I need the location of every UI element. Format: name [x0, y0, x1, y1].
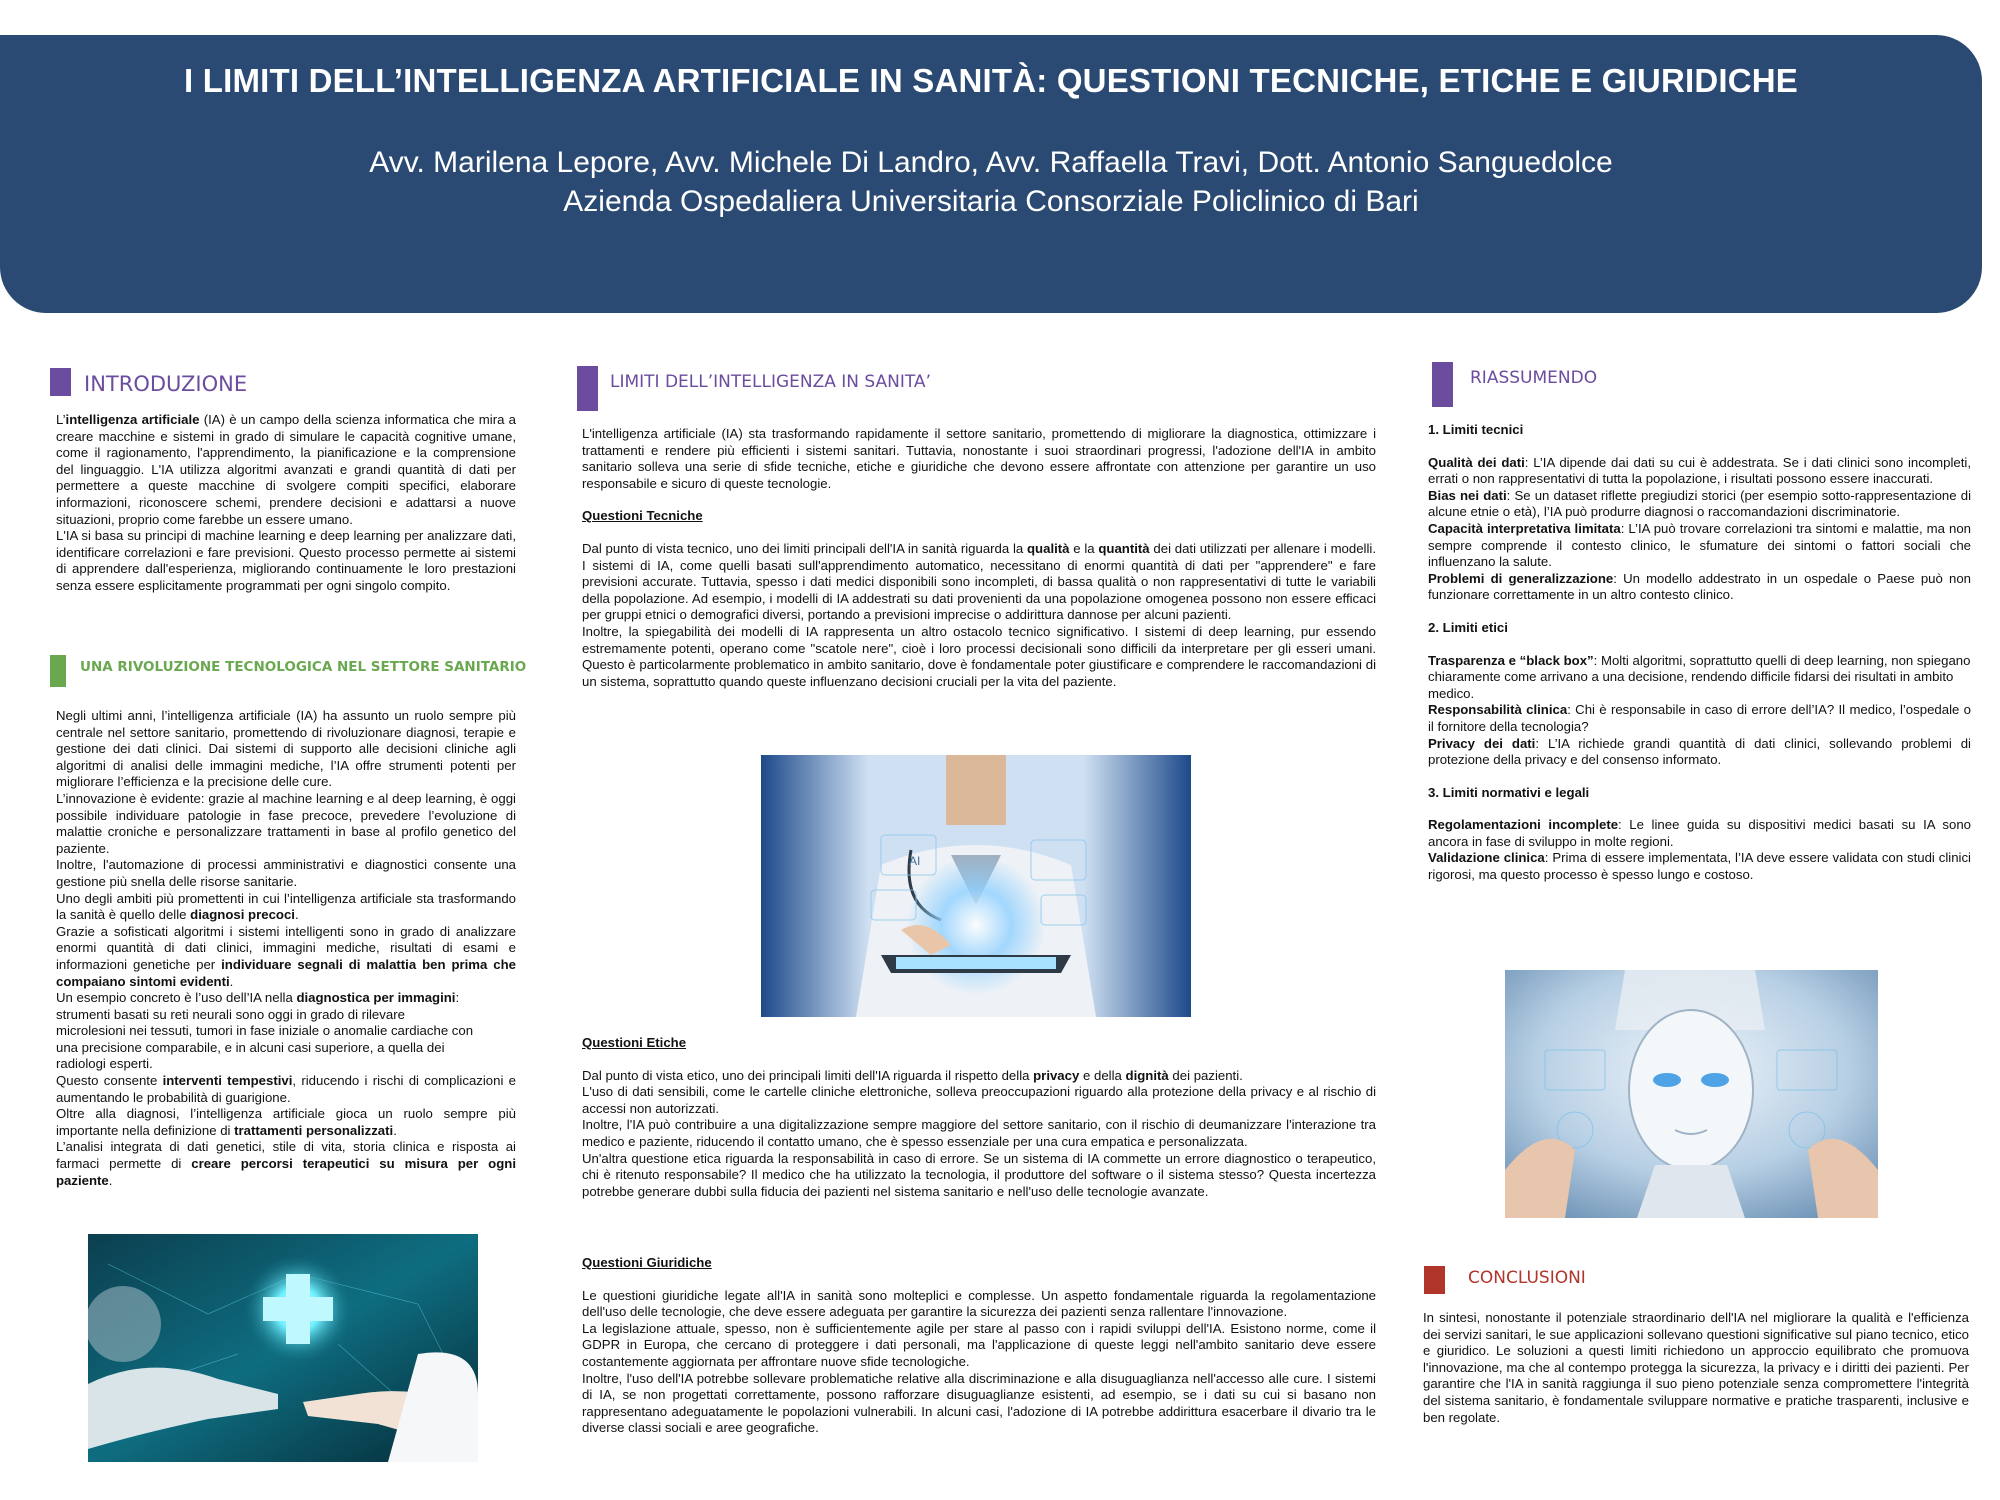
trasparenza-item: Trasparenza e “black box”: Molti algoritmi, soprattutto quelli di deep learning, non spiegano chiaramente come arrivano a una decisione, rendendo difficile fidarsi dei risultati in ambito medico. [1428, 652, 1971, 701]
intro-paragraph-2: L'IA si basa su principi di machine learning e deep learning per analizzare dati, identificare correlazioni e fare previsioni. Questo processo permette ai sistemi di apprendere dall'esperienza, migliorando continuamente le loro prestazioni senza essere esplicitamente programmati per ogni singolo compito. [56, 528, 516, 593]
ai-robot-face-doctor-hands-photo [1505, 970, 1878, 1218]
tecniche-paragraph-1: Dal punto di vista tecnico, uno dei limiti principali dell'IA in sanità riguarda la qualità e la quantità dei dati utilizzati per allenare i modelli. I sistemi di IA, come quelli basati sull'apprendimento automatico, necessitano di enormi quantità di dati per "apprendere" e fare previsioni accurate. Tuttavia, spesso i dati medici disponibili sono incompleti, di bassa qualità o non rappresentativi di tutte le variabili della popolazione. Ad esempio, i modelli di IA addestrati su dati provenienti da una popolazione omogenea possono non essere efficaci per gruppi etnici o demografici diversi, portando a previsioni imprecise o addirittura dannose per alcuni pazienti. [582, 540, 1377, 623]
etiche-text [582, 1035, 1376, 1200]
author-block [0, 143, 1982, 221]
limiti-text [582, 426, 1376, 690]
riassumendo-text [1428, 422, 1971, 884]
etiche-paragraph-4: Un'altra questione etica riguarda la responsabilità in caso di errore. Se un sistema di IA commette un errore diagnostico o terapeutico, chi è ritenuto responsabile? Il medico che ha utilizzato la tecnologia, il produttore del software o il sistema stesso? Questa incertezza potrebbe generare dubbi sulla fiducia dei pazienti nel sistema sanitario e nell'uso delle tecnologie avanzate. [582, 1150, 1376, 1199]
conclusioni-heading: CONCLUSIONI [1468, 1268, 1586, 1288]
conclusioni-paragraph: In sintesi, nonostante il potenziale straordinario dell'IA nel migliorare la qualità e l'efficienza dei servizi sanitari, le sue applicazioni sollevano questioni significative sul piano tecnico, etico e giuridico. Le soluzioni a questi limiti richiedono un approccio equilibrato che promuova l'innovazione, ma che al contempo protegga la sicurezza, la privacy e i diritti dei pazienti. Per garantire che l'IA in sanità raggiunga il suo pieno potenziale senza compromettere l'integrità del sistema sanitario, è fondamentale sviluppare normative e pratiche trasparenti, inclusive e ben regolate. [1423, 1310, 1969, 1425]
intro-heading: INTRODUZIONE [84, 372, 248, 396]
etiche-paragraph-1: Dal punto di vista etico, uno dei principali limiti dell'IA riguarda il rispetto della privacy e della dignità dei pazienti. [582, 1067, 1243, 1083]
intro-heading-bar [50, 368, 71, 396]
limiti-heading-bar [577, 366, 598, 411]
questioni-etiche-title: Questioni Etiche [582, 1035, 687, 1050]
etiche-paragraph-3: Inoltre, l'IA può contribuire a una digitalizzazione sempre maggiore del settore sanitario, con il rischio di deumanizzare l'interazione tra medico e paziente, riducendo il contatto umano, che è spesso essenziale per una cura empatica e personalizzata. [582, 1117, 1376, 1149]
poster-title: I LIMITI DELL’INTELLIGENZA ARTIFICIALE IN SANITÀ: QUESTIONI TECNICHE, ETICHE E GIURIDICHE [183, 62, 1799, 99]
rivoluzione-paragraph-6: Un esempio concreto è l’uso dell’IA nella diagnostica per immagini: [56, 990, 460, 1006]
qualita-dati-item: Qualità dei dati: L’IA dipende dai dati su cui è addestrata. Se i dati clinici sono incompleti, errati o non rappresentativi di tutta la popolazione, i risultati possono essere inaccurati. [1428, 454, 1971, 487]
giuridiche-paragraph-1: Le questioni giuridiche legate all'IA in sanità sono molteplici e complesse. Un aspetto fondamentale riguarda la regolamentazione dell'uso delle tecnologie, che deve essere adeguata per garantire la sicurezza dei pazienti senza rallentare l'innovazione. [582, 1287, 1376, 1320]
questioni-tecniche-title: Questioni Tecniche [582, 508, 703, 524]
authors: Avv. Marilena Lepore, Avv. Michele Di Landro, Avv. Raffaella Travi, Dott. Antonio Sanguedolce [369, 146, 1613, 179]
capacita-interpretativa-item: Capacità interpretativa limitata: L’IA può trovare correlazioni tra sintomi e malattie, ma non sempre comprende il contesto clinico, le sfumature dei sintomi o fattori sociali che influenzano la salute. [1428, 520, 1971, 570]
giuridiche-paragraph-3: Inoltre, l'uso dell'IA potrebbe sollevare problematiche relative alla discriminazione e alla disuguaglianza nell'accesso alle cure. I sistemi di IA, se non progettati correttamente, possono rafforzare disuguaglianze esistenti, ad esempio, se i dati su cui si basano non rappresentano adeguatamente le popolazioni vulnerabili. In alcuni casi, l'adozione di IA potrebbe addirittura esacerbare il divario tra le diverse classi sociali e aree geografiche. [582, 1370, 1376, 1436]
rivoluzione-paragraph-2: L’innovazione è evidente: grazie al machine learning e al deep learning, è oggi possibile individuare patologie in fase precoce, prevedere l’evoluzione di malattie croniche e personalizzare trattamenti in base al profilo genetico del paziente. [56, 790, 516, 856]
rivoluzione-text [56, 708, 516, 1189]
conclusioni-text [1423, 1310, 1969, 1426]
generalizzazione-item: Problemi di generalizzazione: Un modello addestrato in un ospedale o Paese può non funzionare correttamente in un altro contesto clinico. [1428, 570, 1971, 603]
rivoluzione-paragraph-10: L’analisi integrata di dati genetici, stile di vita, storia clinica e risposta ai farmaci permette di creare percorsi terapeutici su misura per ogni paziente. [56, 1139, 516, 1188]
tecniche-paragraph-2: Inoltre, la spiegabilità dei modelli di IA rappresenta un altro ostacolo tecnico significativo. I sistemi di deep learning, pur essendo estremamente potenti, operano come "scatole nere", cioè i loro processi decisionali sono difficili da interpretare per gli esseri umani. Questo è particolarmente problematico in ambito sanitario, dove è fondamentale poter giustificare e comprendere le raccomandazioni di un sistema, soprattutto quando queste influenzano decisioni cruciali per la vita del paziente. [582, 623, 1376, 689]
limiti-normativi-title: 3. Limiti normativi e legali [1428, 784, 1590, 800]
giuridiche-paragraph-2: La legislazione attuale, spesso, non è sufficientemente agile per stare al passo con i rapidi sviluppi dell'IA. Esistono norme, come il GDPR in Europa, che cercano di proteggere i dati personali, ma l'applicazione di queste leggi nell'ambito sanitario deve essere costantemente aggiornata per affrontare nuove sfide tecnologiche. [582, 1320, 1376, 1369]
etiche-paragraph-2: L'uso di dati sensibili, come le cartelle cliniche elettroniche, solleva preoccupazioni riguardo alla protezione della privacy e al rischio di accessi non autorizzati. [582, 1084, 1376, 1116]
riassumendo-heading-bar [1432, 362, 1453, 407]
conclusioni-heading-bar [1424, 1266, 1445, 1294]
responsabilita-item: Responsabilità clinica: Chi è responsabile in caso di errore dell’IA? Il medico, l’ospedale o il fornitore della tecnologia? [1428, 702, 1972, 734]
rivoluzione-paragraph-9: Oltre alla diagnosi, l’intelligenza artificiale gioca un ruolo sempre più importante nella definizione di trattamenti personalizzati. [56, 1106, 516, 1138]
rivoluzione-paragraph-7: strumenti basati su reti neurali sono oggi in grado di rilevare microlesioni nei tessuti, tumori in fase iniziale o anomalie cardiache con una precisione comparabile, e in alcuni casi superiore, a quella dei radiologi esperti. [56, 1006, 474, 1072]
limiti-tecnici-title: 1. Limiti tecnici [1428, 422, 1524, 437]
affiliation: Azienda Ospedaliera Universitaria Consorziale Policlinico di Bari [563, 185, 1419, 218]
rivoluzione-paragraph-8: Questo consente interventi tempestivi, riducendo i rischi di complicazioni e aumentando le probabilità di guarigione. [56, 1073, 516, 1105]
rivoluzione-paragraph-1: Negli ultimi anni, l’intelligenza artificiale (IA) ha assunto un ruolo sempre più centrale nel settore sanitario, promettendo di rivoluzionare diagnosi, terapie e gestione dei dati clinici. Dai sistemi di supporto alle decisioni cliniche agli algoritmi di analisi delle immagini mediche, l’IA offre strumenti potenti per migliorare l’efficienza e la precisione delle cure. [56, 708, 516, 790]
rivoluzione-paragraph-5: Grazie a sofisticati algoritmi i sistemi intelligenti sono in grado di analizzare enormi quantità di dati clinici, immagini mediche, risultati di esami e informazioni genetiche per individuare segnali di malattia ben prima che compaiano sintomi evidenti. [56, 923, 516, 989]
tablet-ai-label: AI [909, 854, 921, 868]
regolamentazioni-item: Regolamentazioni incomplete: Le linee guida su dispositivi medici basati su IA sono ancora in fase di sviluppo in molte regioni. [1428, 817, 1972, 849]
privacy-item: Privacy dei dati: L’IA richiede grandi quantità di dati clinici, sollevando problemi di protezione della privacy e del consenso informato. [1428, 735, 1971, 768]
limiti-heading: LIMITI DELL’INTELLIGENZA IN SANITA’ [610, 372, 931, 392]
validazione-item: Validazione clinica: Prima di essere implementata, l’IA deve essere validata con studi clinici rigorosi, ma questo processo è spesso lungo e costoso. [1428, 850, 1971, 883]
limiti-intro: L'intelligenza artificiale (IA) sta trasformando rapidamente il settore sanitario, promettendo di migliorare la diagnostica, ottimizzare i trattamenti e rendere più efficienti i sistemi sanitari. Tuttavia, nonostante i suoi straordinari progressi, l'adozione dell'IA in ambito sanitario solleva una serie di sfide tecniche, etiche e giuridiche che devono essere affrontate con attenzione per garantire un uso responsabile e sicuro di queste tecnologie. [582, 426, 1376, 491]
ai-hand-medical-cross-photo [88, 1234, 478, 1462]
bias-dati-item: Bias nei dati: Se un dataset riflette pregiudizi storici (per esempio sotto-rappresentazione di alcune etnie o età), l’IA può produrre diagnosi o raccomandazioni discriminatorie. [1428, 487, 1971, 520]
rivoluzione-heading-bar [50, 655, 66, 687]
doctor-tablet-hologram-photo [761, 755, 1191, 1017]
questioni-giuridiche-title: Questioni Giuridiche [582, 1255, 712, 1270]
rivoluzione-paragraph-3: Inoltre, l'automazione di processi amministrativi e diagnostici consente una gestione più snella delle risorse sanitarie. [56, 857, 516, 889]
rivoluzione-heading: UNA RIVOLUZIONE TECNOLOGICA NEL SETTORE SANITARIO [80, 659, 527, 675]
intro-text [56, 412, 516, 595]
rivoluzione-paragraph-4: Uno degli ambiti più promettenti in cui l’intelligenza artificiale sta trasformando la sanità è quello delle diagnosi precoci. [56, 890, 516, 923]
intro-paragraph-1: L’intelligenza artificiale (IA) è un campo della scienza informatica che mira a creare macchine e sistemi in grado di simulare le capacità cognitive umane, come il ragionamento, l'apprendimento, la pianificazione e la comprensione del linguaggio. L'IA utilizza algoritmi avanzati e grandi quantità di dati per permettere a queste macchine di svolgere compiti specifici, elaborare informazioni, riconoscere schemi, prendere decisioni e adattarsi a nuove situazioni, proprio come farebbe un essere umano. [56, 412, 516, 527]
limiti-etici-title: 2. Limiti etici [1428, 619, 1508, 635]
giuridiche-text [582, 1255, 1376, 1437]
riassumendo-heading: RIASSUMENDO [1470, 368, 1598, 388]
